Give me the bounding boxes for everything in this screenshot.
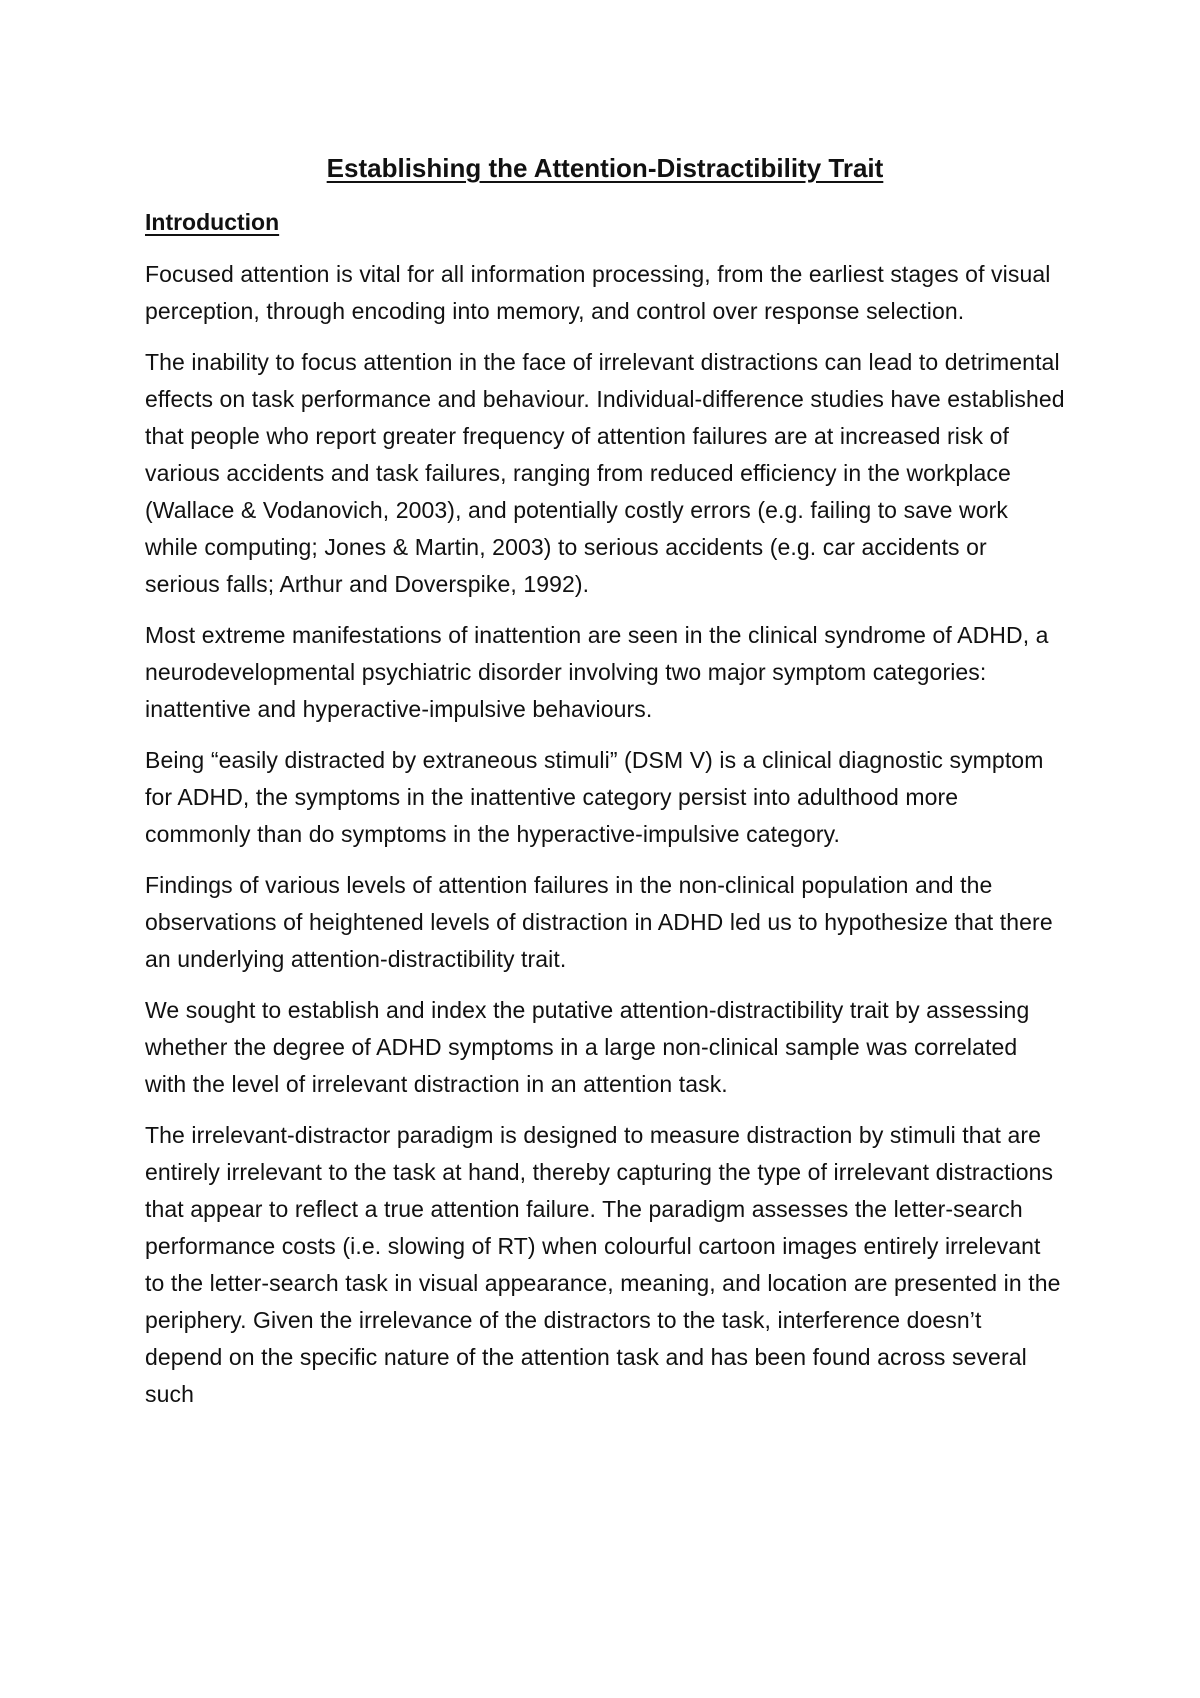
paragraph-paradigm: The irrelevant-distractor paradigm is designed to measure distraction by stimuli that are entirely irrelevant to the task at hand, thereby capturing the type of irrelevant distractions that appear to reflect a true attention failure. The paradigm assesses the letter-search performance costs (i.e. slowing of RT) when colourful cartoon images entirely irrelevant to the letter-search task in visual appearance, meaning, and location are presented in the periphery. Given the irrelevance of the distractors to the task, interference doesn’t depend on the specific nature of the attention task and has been found across several such: [145, 1122, 1061, 1407]
paragraph-study-aim: We sought to establish and index the putative attention-distractibility trait by assessing whether the degree of ADHD symptoms in a large non-clinical sample was correlated with the level of irrelevant distraction in an attention task.: [145, 997, 1030, 1097]
paragraph-hypothesis: Findings of various levels of attention failures in the non-clinical population and the observations of heightened levels of distraction in ADHD led us to hypothesize that there an underlying attention-distractibility trait.: [145, 872, 1053, 972]
paragraph-dsm-symptom: Being “easily distracted by extraneous stimuli” (DSM V) is a clinical diagnostic symptom for ADHD, the symptoms in the inattentive category persist into adulthood more commonly than do symptoms in the hyperactive-impulsive category.: [145, 747, 1044, 847]
paragraph-inability-to-focus: The inability to focus attention in the face of irrelevant distractions can lead to detrimental effects on task performance and behaviour. Individual-difference studies have established that people who report greater frequency of attention failures are at increased risk of various accidents and task failures, ranging from reduced efficiency in the workplace (Wallace & Vodanovich, 2003), and potentially costly errors (e.g. failing to save work while computing; Jones & Martin, 2003) to serious accidents (e.g. car accidents or serious falls; Arthur and Doverspike, 1992).: [145, 349, 1065, 597]
document-title: Establishing the Attention-Distractibility Trait: [326, 153, 884, 183]
section-heading-introduction: Introduction: [145, 209, 280, 235]
document-body: [145, 148, 1065, 1427]
paragraph-focused-attention: Focused attention is vital for all information processing, from the earliest stages of visual perception, through encoding into memory, and control over response selection.: [145, 261, 1051, 324]
paragraph-adhd-manifestations: Most extreme manifestations of inattention are seen in the clinical syndrome of ADHD, a neurodevelopmental psychiatric disorder involving two major symptom categories: inattentive and hyperactive-impulsive behaviours.: [145, 622, 1049, 722]
